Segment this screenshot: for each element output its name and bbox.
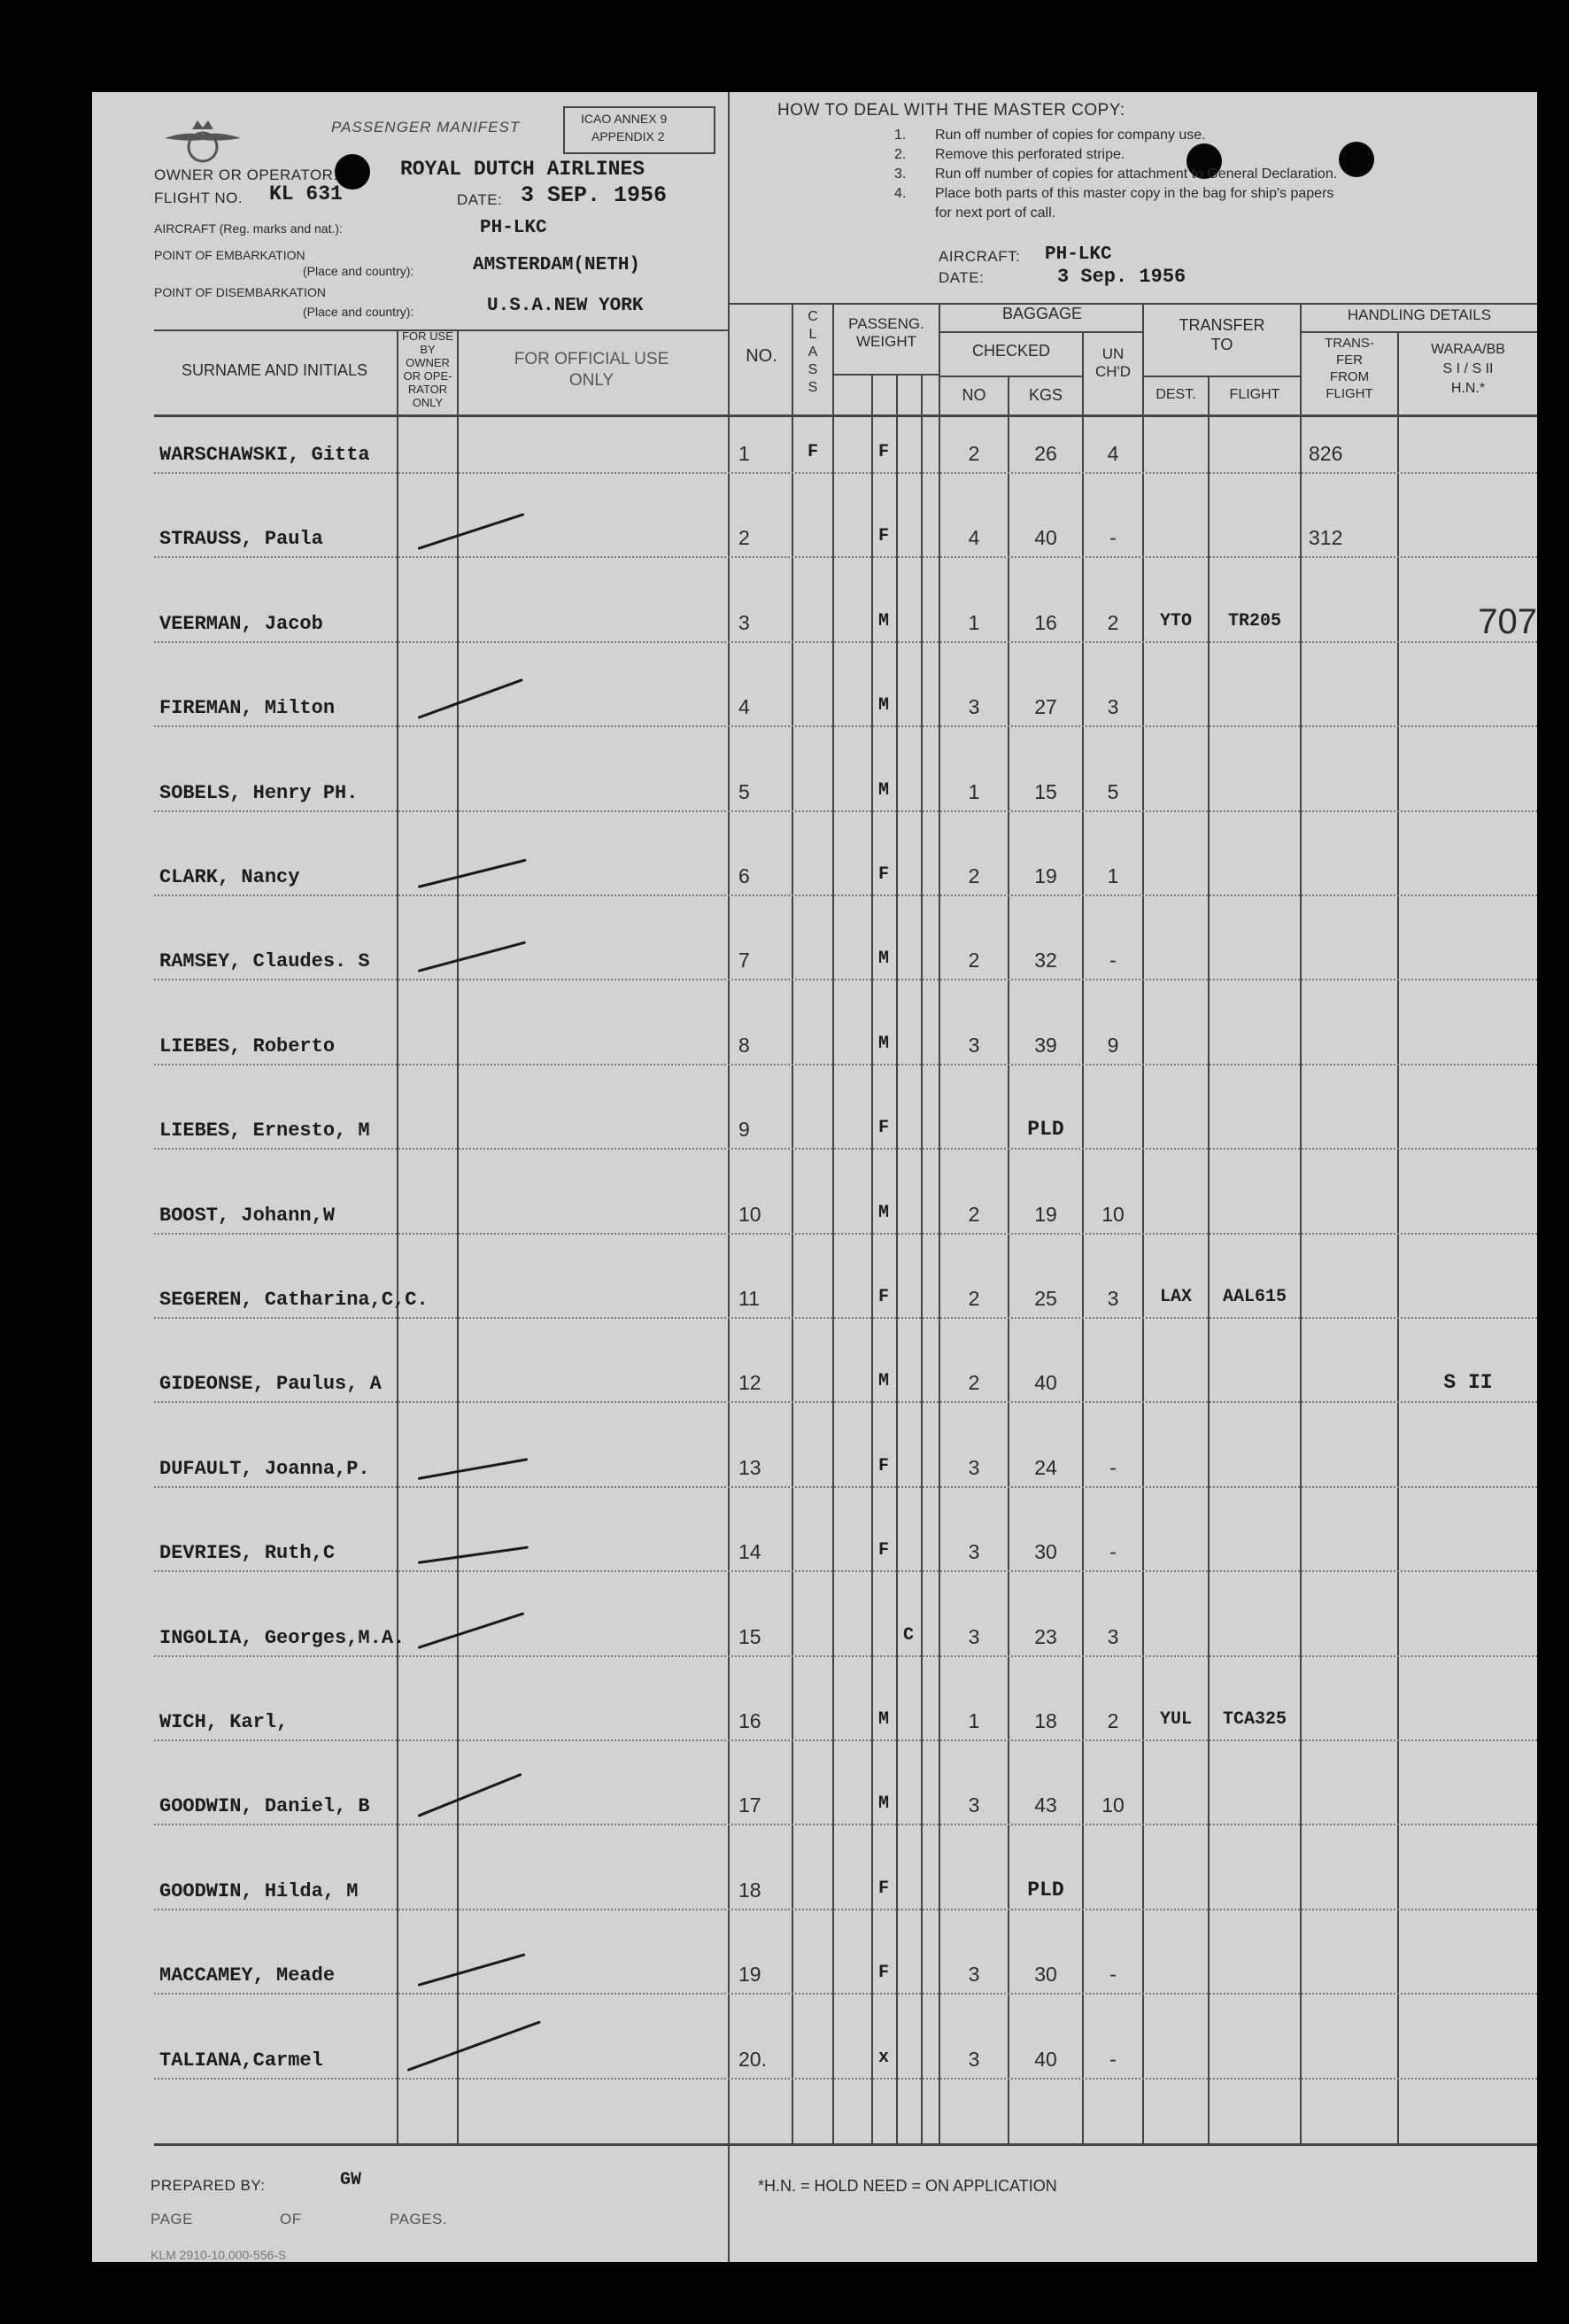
- row-guide-line: [154, 725, 1537, 727]
- row-guide-line: [154, 1148, 1537, 1150]
- date-label: DATE:: [457, 191, 503, 208]
- row-unchecked: 9: [1107, 1033, 1119, 1057]
- row-transfer-flight: TR205: [1227, 610, 1281, 631]
- header-line: A: [808, 345, 818, 360]
- row-weight: C: [902, 1624, 914, 1646]
- header-line: RATOR: [407, 383, 448, 396]
- row-bag-kgs: 16: [1034, 610, 1057, 634]
- instruction-text: Run off number of copies for company use.: [935, 128, 1206, 143]
- row-gender: F: [877, 1118, 889, 1139]
- header-line: OWNER: [406, 356, 450, 369]
- grid-column-line: [457, 329, 459, 2143]
- col-unchecked: [1084, 345, 1142, 381]
- grid-sub-rule: [1142, 376, 1300, 377]
- grid-column-line: [1082, 331, 1084, 2143]
- row-guide-line: [154, 1401, 1537, 1403]
- row-transfer-from: 826: [1309, 442, 1343, 465]
- row-number: 17: [738, 1793, 761, 1817]
- row-bag-kgs: 19: [1034, 1202, 1057, 1226]
- copy-aircraft-label: AIRCRAFT:: [939, 248, 1021, 265]
- disembarkation-value: U.S.A.NEW YORK: [487, 296, 644, 316]
- copy-aircraft-value: PH-LKC: [1045, 244, 1112, 265]
- flight-label: FLIGHT NO.: [154, 190, 243, 206]
- col-waraa-hn: [1399, 340, 1537, 399]
- row-number: 5: [738, 779, 750, 803]
- row-transfer-flight: AAL615: [1222, 1287, 1287, 1307]
- row-gender: M: [877, 610, 889, 631]
- disembarkation-sub: (Place and country):: [303, 305, 414, 319]
- row-guide-line: [154, 1909, 1537, 1910]
- row-number: 11: [738, 1287, 760, 1310]
- official-stroke-mark: [418, 1954, 526, 1987]
- col-class: [793, 308, 832, 397]
- col-transfer-flight: FLIGHT: [1229, 387, 1280, 402]
- passenger-name: LIEBES, Roberto: [159, 1034, 336, 1057]
- row-guide-line: [154, 1824, 1537, 1825]
- embarkation-label: POINT OF EMBARKATION: [154, 248, 305, 262]
- row-guide-line: [154, 1317, 1537, 1319]
- row-number: 18: [738, 1878, 761, 1902]
- grid-sub-rule: [832, 374, 939, 376]
- header-line: TO: [1210, 336, 1233, 353]
- official-stroke-mark: [417, 1773, 522, 1817]
- header-line: CH'D: [1094, 363, 1132, 380]
- row-bag-count: 3: [968, 1540, 980, 1564]
- row-bag-kgs: 43: [1034, 1793, 1057, 1817]
- row-gender: M: [877, 1033, 889, 1054]
- passenger-name: GOODWIN, Hilda, M: [159, 1879, 359, 1902]
- passenger-name: DEVRIES, Ruth,C: [159, 1542, 336, 1565]
- header-line: S: [808, 380, 818, 395]
- punch-hole: [1339, 142, 1374, 177]
- instruction-text: Place both parts of this master copy in the bag for ship's papers: [935, 186, 1334, 201]
- row-number: 9: [738, 1118, 750, 1142]
- row-guide-line: [154, 895, 1537, 896]
- official-stroke-mark: [418, 1612, 525, 1649]
- row-number: 4: [738, 695, 750, 719]
- row-unchecked: -: [1109, 949, 1117, 972]
- official-stroke-mark: [417, 678, 522, 719]
- passenger-name: BOOST, Johann,W: [159, 1204, 336, 1227]
- passenger-name: TALIANA,Carmel: [159, 2049, 323, 2072]
- row-unchecked: 4: [1107, 442, 1119, 465]
- instruction-text: for next port of call.: [935, 205, 1056, 221]
- row-unchecked: -: [1109, 1963, 1117, 1987]
- row-gender: F: [877, 1878, 889, 1899]
- row-bag-kgs: 18: [1034, 1709, 1057, 1732]
- col-no: NO.: [746, 346, 777, 366]
- row-bag-count: 2: [968, 1202, 980, 1226]
- header-line: BY: [420, 343, 436, 356]
- row-guide-line: [154, 2078, 1537, 2080]
- col-dest: DEST.: [1155, 387, 1196, 402]
- header-line: TRANSFER: [1179, 316, 1265, 334]
- col-handling: HANDLING DETAILS: [1347, 306, 1492, 323]
- row-bag-kgs: 39: [1034, 1033, 1057, 1057]
- row-number: 1: [738, 442, 750, 465]
- col-checked: CHECKED: [971, 342, 1050, 360]
- official-stroke-mark: [418, 1546, 529, 1565]
- instructions-title: HOW TO DEAL WITH THE MASTER COPY:: [777, 101, 1125, 120]
- row-guide-line: [154, 1064, 1537, 1065]
- header-line: FLIGHT: [1326, 386, 1373, 401]
- grid-column-line: [1142, 303, 1144, 2143]
- passenger-name: WARSCHAWSKI, Gitta: [159, 444, 370, 466]
- row-guide-line: [154, 1739, 1537, 1741]
- form-title: PASSENGER MANIFEST: [331, 119, 521, 136]
- header-line: FROM: [1329, 369, 1370, 384]
- row-bag-count: 2: [968, 442, 980, 465]
- row-guide-line: [154, 641, 1537, 643]
- row-bag-count: 3: [968, 695, 980, 719]
- passenger-name: MACCAMEY, Meade: [159, 1964, 336, 1987]
- row-number: 14: [738, 1540, 761, 1564]
- klm-crown-logo: [163, 112, 243, 174]
- embarkation-sub: (Place and country):: [303, 264, 414, 278]
- col-surname: SURNAME AND INITIALS: [181, 361, 368, 379]
- date-value: 3 SEP. 1956: [521, 182, 668, 208]
- row-bag-count: 2: [968, 1287, 980, 1310]
- row-number: 20.: [738, 2047, 767, 2071]
- row-bag-kgs: 30: [1034, 1540, 1057, 1564]
- row-gender: M: [877, 1793, 889, 1815]
- flight-value: KL 631: [269, 182, 343, 205]
- row-bag-kgs: PLD: [1027, 1878, 1064, 1902]
- row-guide-line: [154, 1655, 1537, 1657]
- instruction-text: Run off number of copies for attachment to General Declaration.: [935, 167, 1338, 182]
- col-bag-kgs: KGS: [1028, 386, 1063, 404]
- icao-annex: ICAO ANNEX 9: [581, 112, 668, 126]
- grid-column-line: [1300, 303, 1302, 2143]
- row-bag-kgs: 40: [1034, 1371, 1057, 1395]
- header-line: UN: [1101, 345, 1125, 362]
- row-bag-count: 1: [968, 1709, 980, 1732]
- row-bag-kgs: 26: [1034, 442, 1057, 465]
- row-number: 10: [738, 1202, 761, 1226]
- prepared-by-label: PREPARED BY:: [151, 2177, 266, 2194]
- row-bag-count: 3: [968, 1793, 980, 1817]
- official-stroke-mark: [418, 859, 527, 888]
- master-copy-divider: [728, 92, 730, 2262]
- row-number: 12: [738, 1371, 761, 1395]
- grid-sub-rule: [939, 376, 1082, 377]
- row-gender: M: [877, 779, 889, 801]
- row-bag-count: 3: [968, 1455, 980, 1479]
- row-bag-count: 4: [968, 526, 980, 550]
- row-gender: M: [877, 1709, 889, 1730]
- row-gender: M: [877, 695, 889, 717]
- row-guide-line: [154, 1993, 1537, 1995]
- passenger-name: FIREMAN, Milton: [159, 697, 336, 720]
- official-stroke-mark: [418, 941, 526, 973]
- col-owner-use: [398, 329, 457, 409]
- row-unchecked: -: [1109, 1540, 1117, 1564]
- header-line: H.N.*: [1450, 381, 1486, 396]
- row-transfer-flight: TCA325: [1222, 1709, 1287, 1730]
- prepared-by-value: GW: [340, 2170, 362, 2190]
- row-bag-kgs: 30: [1034, 1963, 1057, 1987]
- copy-date-label: DATE:: [939, 269, 985, 286]
- row-unchecked: -: [1109, 526, 1117, 550]
- header-line: S I / S II: [1442, 361, 1494, 376]
- footer-rule: [154, 2143, 1537, 2146]
- row-bag-kgs: 40: [1034, 2047, 1057, 2071]
- row-transfer-dest: YTO: [1159, 610, 1192, 631]
- manifest-sheet: [92, 92, 1537, 2262]
- grid-column-line: [397, 329, 398, 2143]
- row-bag-kgs: 19: [1034, 864, 1057, 887]
- row-number: 6: [738, 864, 750, 887]
- header-line: L: [808, 327, 817, 342]
- row-bag-kgs: PLD: [1027, 1118, 1064, 1142]
- row-bag-count: 3: [968, 1963, 980, 1987]
- official-stroke-mark: [418, 514, 525, 551]
- row-bag-count: 1: [968, 610, 980, 634]
- icao-reference-box: [563, 106, 715, 154]
- row-unchecked: 10: [1101, 1793, 1125, 1817]
- row-bag-count: 2: [968, 864, 980, 887]
- header-line: OR OPE-: [403, 369, 452, 383]
- passenger-name: RAMSEY, Claudes. S: [159, 950, 370, 973]
- header-line: C: [808, 309, 818, 324]
- of-label: OF: [280, 2211, 302, 2227]
- row-gender: x: [877, 2047, 889, 2068]
- passenger-name: GOODWIN, Daniel, B: [159, 1795, 370, 1818]
- passenger-name: DUFAULT, Joanna,P.: [159, 1457, 370, 1480]
- row-bag-count: 2: [968, 1371, 980, 1395]
- row-unchecked: 1: [1107, 864, 1119, 887]
- row-gender: F: [877, 442, 889, 462]
- aircraft-label: AIRCRAFT (Reg. marks and nat.):: [154, 221, 343, 236]
- row-bag-kgs: 32: [1034, 949, 1057, 972]
- row-unchecked: -: [1109, 1455, 1117, 1479]
- header-line: TRANS-: [1325, 336, 1374, 351]
- instruction-text: Remove this perforated stripe.: [935, 147, 1125, 162]
- row-gender: F: [877, 1455, 889, 1476]
- header-line: ONLY: [412, 396, 444, 409]
- owner-label: OWNER OR OPERATOR:: [154, 167, 338, 183]
- official-stroke-mark: [418, 1458, 529, 1480]
- passenger-name: WICH, Karl,: [159, 1711, 289, 1733]
- row-gender: F: [877, 1287, 889, 1307]
- copy-date-value: 3 Sep. 1956: [1057, 266, 1186, 288]
- col-bag-no: NO: [962, 386, 986, 404]
- row-bag-count: 3: [968, 2047, 980, 2071]
- row-guide-line: [154, 556, 1537, 558]
- passenger-name: SOBELS, Henry PH.: [159, 781, 359, 804]
- row-unchecked: 10: [1101, 1202, 1125, 1226]
- hold-need-note: *H.N. = HOLD NEED = ON APPLICATION: [758, 2177, 1057, 2195]
- row-guide-line: [154, 979, 1537, 980]
- row-bag-count: 1: [968, 779, 980, 803]
- grid-column-line: [792, 303, 793, 2143]
- row-bag-kgs: 24: [1034, 1455, 1057, 1479]
- header-line: WEIGHT: [856, 333, 916, 350]
- col-passenger-weight: [834, 315, 939, 351]
- row-bag-count: 3: [968, 1033, 980, 1057]
- row-unchecked: 3: [1107, 695, 1119, 719]
- grid-column-line: [832, 303, 834, 2143]
- row-number: 13: [738, 1455, 761, 1479]
- row-transfer-dest: YUL: [1159, 1709, 1192, 1730]
- row-unchecked: 5: [1107, 779, 1119, 803]
- row-guide-line: [154, 1233, 1537, 1235]
- row-bag-count: 3: [968, 1624, 980, 1648]
- row-number: 2: [738, 526, 750, 550]
- row-gender: F: [877, 1540, 889, 1561]
- row-handling-note: S II: [1443, 1371, 1493, 1395]
- header-line: FER: [1336, 352, 1363, 368]
- row-transfer-dest: LAX: [1159, 1287, 1192, 1307]
- row-bag-kgs: 40: [1034, 526, 1057, 550]
- row-gender: F: [877, 864, 889, 885]
- row-number: 7: [738, 949, 750, 972]
- row-class: F: [807, 442, 818, 462]
- row-handling-note: 707: [1478, 601, 1537, 641]
- instruction-number: 3.: [894, 167, 907, 182]
- row-unchecked: -: [1109, 2047, 1117, 2071]
- embarkation-value: AMSTERDAM(NETH): [473, 255, 641, 275]
- header-line: FOR USE: [402, 329, 453, 343]
- row-unchecked: 3: [1107, 1624, 1119, 1648]
- row-gender: M: [877, 949, 889, 970]
- row-number: 16: [738, 1709, 761, 1732]
- row-transfer-from: 312: [1309, 526, 1343, 550]
- aircraft-value: PH-LKC: [480, 218, 547, 238]
- owner-value: ROYAL DUTCH AIRLINES: [400, 158, 645, 181]
- row-unchecked: 2: [1107, 1709, 1119, 1732]
- row-guide-line: [154, 810, 1537, 812]
- header-line: FOR OFFICIAL USE: [514, 350, 669, 368]
- form-code: KLM 2910-10.000-556-S: [151, 2248, 287, 2262]
- col-transfer-from: [1302, 335, 1397, 402]
- row-number: 8: [738, 1033, 750, 1057]
- row-number: 3: [738, 610, 750, 634]
- official-stroke-mark: [406, 2020, 540, 2072]
- icao-appendix: APPENDIX 2: [591, 129, 665, 143]
- row-number: 19: [738, 1963, 761, 1987]
- row-unchecked: 2: [1107, 610, 1119, 634]
- page-label: PAGE: [151, 2211, 193, 2227]
- col-baggage: BAGGAGE: [1001, 305, 1083, 322]
- passenger-name: GIDEONSE, Paulus, A: [159, 1373, 382, 1396]
- header-line: PASSENG.: [848, 315, 924, 332]
- row-number: 15: [738, 1624, 761, 1648]
- row-guide-line: [154, 1486, 1537, 1488]
- row-guide-line: [154, 472, 1537, 474]
- header-line: WARAA/BB: [1431, 342, 1505, 357]
- row-bag-count: 2: [968, 949, 980, 972]
- grid-sub-rule: [1300, 331, 1537, 333]
- row-bag-kgs: 27: [1034, 695, 1057, 719]
- passenger-name: STRAUSS, Paula: [159, 528, 323, 551]
- grid-sub-rule: [939, 331, 1142, 333]
- row-unchecked: 3: [1107, 1287, 1119, 1310]
- row-bag-kgs: 23: [1034, 1624, 1057, 1648]
- pages-label: PAGES.: [390, 2211, 448, 2227]
- table-header-rule: [154, 414, 1537, 417]
- passenger-name: CLARK, Nancy: [159, 866, 300, 888]
- col-official-use: [459, 349, 724, 391]
- passenger-name: LIEBES, Ernesto, M: [159, 1119, 370, 1143]
- row-gender: F: [877, 526, 889, 547]
- instruction-number: 1.: [894, 128, 907, 143]
- row-gender: F: [877, 1963, 889, 1984]
- passenger-name: INGOLIA, Georges,M.A.: [159, 1626, 406, 1649]
- row-gender: M: [877, 1371, 889, 1392]
- passenger-name: VEERMAN, Jacob: [159, 612, 323, 635]
- header-line: S: [808, 362, 818, 377]
- passenger-name: SEGEREN, Catharina,C,C.: [159, 1289, 429, 1311]
- instruction-number: 4.: [894, 186, 907, 201]
- row-guide-line: [154, 1570, 1537, 1572]
- col-transfer-to: [1144, 315, 1300, 354]
- row-bag-kgs: 25: [1034, 1287, 1057, 1310]
- disembarkation-label: POINT OF DISEMBARKATION: [154, 285, 326, 299]
- header-line: ONLY: [568, 371, 614, 390]
- row-bag-kgs: 15: [1034, 779, 1057, 803]
- row-gender: M: [877, 1202, 889, 1223]
- instruction-number: 2.: [894, 147, 907, 162]
